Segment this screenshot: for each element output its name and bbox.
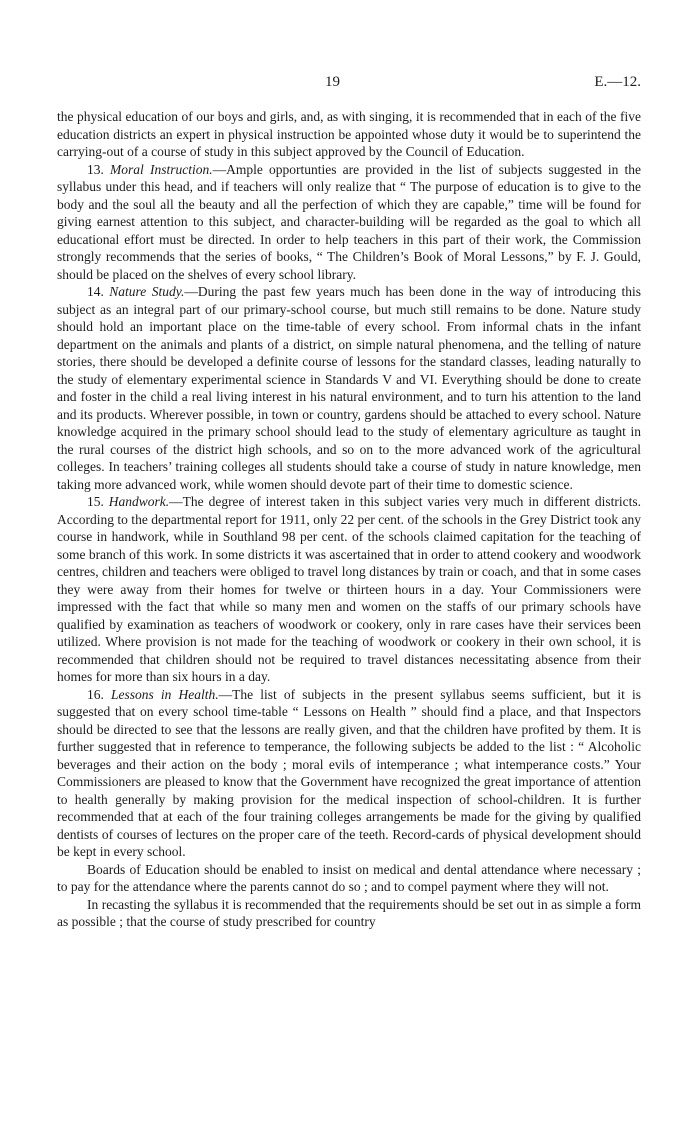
paragraph-continuation bbox=[57, 108, 641, 161]
paragraph-handwork bbox=[57, 493, 641, 686]
paragraph-number: 15. bbox=[87, 494, 104, 509]
paragraph-number: 16. bbox=[87, 686, 104, 702]
paragraph-moral-instruction bbox=[57, 161, 641, 284]
paragraph-text: —During the past few years much has been done in the way of introducing this subject as an integral part of our primary-school course, but much still remains to be done. Nature study should hold an important place on the time-table of every school. From informal chats in the infant department on the animals and plants of a district, on simple natural phenomena, and the telling of nature stories, there should be developed a definite course of lessons for the standard classes, leading naturally to the study of elementary experimental science in Standards V and VI. Everything should be done to create and foster in the child a real living interest in his natural environment, and to turn his attention to the land and its products. Wherever possible, in town or country, gardens should be attached to every school. Nature knowledge acquired in the primary school should lead to the study of elementary agriculture as taught in the rural courses of the district high schools, and so on to the more advanced work of the agricultural colleges. In teachers’ training colleges all students should take a course of study in nature knowledge, men taking more advanced work, while women should devote part of their time to domestic science. bbox=[57, 284, 642, 492]
paragraph-heading: Handwork. bbox=[108, 494, 170, 509]
paragraph-boards-of-education bbox=[57, 861, 641, 896]
paragraph-lessons-in-health bbox=[57, 686, 641, 861]
paragraph-heading: Nature Study. bbox=[109, 284, 185, 299]
paragraph-heading: Lessons in Health. bbox=[111, 686, 219, 702]
paragraph-text: —The degree of interest taken in this subject varies very much in different districts. According to the departmental report for 1911, only 22 per cent. of the schools in the Grey District took any course in handwork, while in Southland 98 per cent. of the schools claimed capitation for the teaching of some branch of this work. In some districts it was ascertained that in order to attend cookery and woodwork centres, children and teachers were obliged to travel long distances by train or coach, and that in some cases they were away from their homes for twelve or thirteen hours in a day. Your Commissioners were impressed with the fact that while so many men and women on the staffs of our primary schools have qualified by examination as teachers of woodwork or cookery, only in rare cases have their services been utilized. Where provision is not made for the teaching of woodwork or cookery in their own school, it is recommended that children should not be required to travel distances necessitating absence from their homes for more than six hours in a day. bbox=[57, 494, 641, 684]
body-text bbox=[57, 108, 641, 931]
paragraph-heading: Moral Instruction. bbox=[110, 161, 213, 177]
paragraph-text: Boards of Education should be enabled to insist on medical and dental attendance where necessary ; to pay for the attendance where the parents cannot do so ; and to compel payment where they will not. bbox=[57, 861, 641, 894]
paragraph-text: In recasting the syllabus it is recommended that the requirements should be set out in as simple a form as possible ; that the course of study prescribed for country bbox=[57, 896, 641, 929]
paragraph-nature-study bbox=[57, 283, 641, 493]
paragraph-text: —Ample opportunties are provided in the list of subjects suggested in the syllabus under this head, and if teachers will only realize that “ The purpose of education is to give to the body and the soul all the beauty and all the perfection of which they are capable,” time will be found for giving earnest attention to this subject, and character-building will be regarded as the goal to which all educational effort must be directed. In order to help teachers in this part of their work, the Commission strongly recommends that the series of books, “ The Children’s Book of Moral Lessons,” by F. J. Gould, should be placed on the shelves of every school library. bbox=[57, 161, 642, 282]
document-reference: E.—12. bbox=[594, 74, 641, 90]
paragraph-text: —The list of subjects in the present syllabus seems sufficient, but it is suggested that on every school time-table “ Lessons on Health ” should find a place, and that Inspectors should be directed to see that the lessons are really given, and that the children have profited by them. It is further suggested that in reference to temperance, the following subjects be added to the list : “ Alcoholic beverages and their action on the body ; moral evils of intemperance ; what intemperance costs.” Your Commissioners are pleased to know that the Government have recognized the great importance of attention to health generally by making provision for the medical inspection of school-children. It is further recommended that at each of the four training colleges arrangements be made for the giving by qualified dentists of courses of lectures on the proper care of the teeth. Record-cards of physical development should be kept in every school. bbox=[57, 686, 642, 859]
paragraph-number: 13. bbox=[87, 161, 104, 177]
paragraph-text: the physical education of our boys and girls, and, as with singing, it is recommended that in each of the five education districts an expert in physical instruction be appointed whose duty it would be to superintend the carrying-out of a course of study in this subject approved by the Council of Education. bbox=[57, 109, 641, 159]
paragraph-recasting-syllabus bbox=[57, 896, 641, 931]
paragraph-number: 14. bbox=[87, 284, 104, 299]
page-header bbox=[57, 74, 641, 96]
page-number: 19 bbox=[325, 74, 340, 90]
